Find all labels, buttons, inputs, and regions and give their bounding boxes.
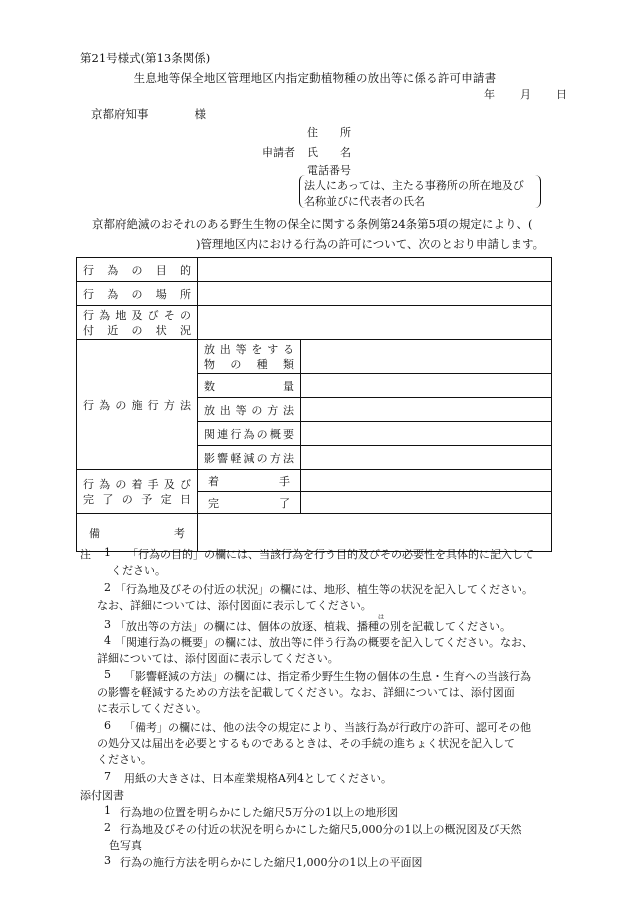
label-related: 関連行為の概要 <box>198 422 301 446</box>
row-method-species <box>77 340 552 374</box>
attachment1-text: 行為地の位置を明らかにした縮尺5万分の1以上の地形図 <box>120 806 398 819</box>
note1-line1: 「行為の目的」の欄には、当該行為を行う目的及びその必要性を具体的に記入して <box>127 548 534 561</box>
application-table <box>76 257 552 552</box>
note1-line2: ください。 <box>111 564 166 577</box>
intro-line1: 京都府絶滅のおそれのある野生生物の保全に関する条例第24条第5項の規定により、( <box>92 217 533 231</box>
note6-line1: 「備考」の欄には、他の法令の規定により、当該行為が行政庁の許可、認可その他 <box>124 721 531 734</box>
note5-line1: 「影響軽減の方法」の欄には、指定希少野生生物の個体の生息・生育への当該行為 <box>124 670 531 683</box>
attachment2-line1: 行為地及びその付近の状況を明らかにした縮尺5,000分の1以上の概況図及び天然 <box>120 823 522 836</box>
addressee-honorific: 様 <box>194 107 206 121</box>
date-year: 年 <box>484 88 495 101</box>
note2-line2: なお、詳細については、添付図面に表示してください。 <box>97 599 372 612</box>
field-quantity[interactable] <box>301 374 552 398</box>
field-start[interactable] <box>301 470 552 492</box>
note3-number: 3 <box>104 618 111 631</box>
note4-line2: 詳細については、添付図面に表示してください。 <box>97 652 339 665</box>
corporation-note-line1: 法人にあっては、主たる事務所の所在地及び <box>304 179 524 192</box>
label-finish: 完了 <box>198 492 301 514</box>
label-purpose: 行為の目的 <box>77 258 198 282</box>
note5-number: 5 <box>104 668 111 681</box>
note1-number: 1 <box>104 546 111 559</box>
field-species[interactable] <box>301 340 552 374</box>
field-mitigation[interactable] <box>301 446 552 470</box>
field-area[interactable] <box>198 306 552 340</box>
applicant-name-label: 氏 名 <box>307 146 351 159</box>
row-area <box>77 306 552 340</box>
form-number: 第21号様式(第13条関係) <box>80 51 211 65</box>
row-place <box>77 282 552 306</box>
label-release-method: 放出等の方法 <box>198 398 301 422</box>
field-finish[interactable] <box>301 492 552 514</box>
corporation-note-line2: 名称並びに代表者の氏名 <box>304 195 425 208</box>
note4-line1: 「関連行為の概要」の欄には、放出等に伴う行為の概要を記入してください。なお、 <box>115 636 533 649</box>
label-schedule-line1: 行為の着手及び <box>83 477 191 491</box>
label-method: 行為の施行方法 <box>77 340 198 470</box>
note6-number: 6 <box>104 719 111 732</box>
addressee-name: 京都府知事 <box>91 107 149 121</box>
attachment2-line2: 色写真 <box>109 839 142 852</box>
label-start: 着手 <box>198 470 301 492</box>
attachment3-text: 行為の施行方法を明らかにした縮尺1,000分の1以上の平面図 <box>120 856 423 869</box>
note6-line3: ください。 <box>97 753 152 766</box>
date-month: 月 <box>520 88 531 101</box>
label-schedule <box>77 470 198 514</box>
field-release-method[interactable] <box>301 398 552 422</box>
attachments-heading: 添付図書 <box>80 789 124 802</box>
note6-line2: の処分又は届出を必要とするものであるときは、その手続の進ちょく状況を記入して <box>97 737 515 750</box>
intro-line2: )管理地区内における行為の許可について、次のとおり申請します。 <box>196 237 545 251</box>
field-place[interactable] <box>198 282 552 306</box>
applicant-address-label: 住 所 <box>307 126 351 139</box>
label-area-line1: 行為地及びその <box>83 308 191 322</box>
label-area-line2: 付近の状況 <box>83 323 191 337</box>
label-area <box>77 306 198 340</box>
applicant-label: 申請者 <box>262 146 295 159</box>
attachment2-number: 2 <box>104 821 111 834</box>
note5-line3: に表示してください。 <box>97 702 207 715</box>
label-schedule-line2: 完了の予定日 <box>83 492 191 506</box>
field-purpose[interactable] <box>198 258 552 282</box>
attachment1-number: 1 <box>104 804 111 817</box>
label-remarks: 備考 <box>77 514 198 552</box>
label-species-line1: 放出等をする <box>204 342 294 356</box>
date-line <box>484 86 567 102</box>
note5-line2: の影響を軽減するための方法を記載してください。なお、詳細については、添付図面 <box>97 686 515 699</box>
addressee <box>91 106 206 122</box>
label-quantity: 数量 <box>198 374 301 398</box>
note2-number: 2 <box>104 581 111 594</box>
row-schedule-start <box>77 470 552 492</box>
label-mitigation: 影響軽減の方法 <box>198 446 301 470</box>
date-day: 日 <box>556 88 567 101</box>
row-purpose <box>77 258 552 282</box>
label-species <box>198 340 301 374</box>
field-related[interactable] <box>301 422 552 446</box>
note2-line1: 「行為地及びその付近の状況」の欄には、地形、植生等の状況を記入してください。 <box>115 583 533 596</box>
note3-ruby: は <box>378 614 385 621</box>
label-place: 行為の場所 <box>77 282 198 306</box>
label-species-line2: 物の種類 <box>204 357 294 371</box>
applicant-phone-label: 電話番号 <box>307 164 351 177</box>
notes-heading: 注 <box>80 548 91 561</box>
note7-number: 7 <box>104 770 111 783</box>
attachment3-number: 3 <box>104 854 111 867</box>
note3-line1: 「放出等の方法」の欄には、個体の放逐、植栽、播種の別を記載してください。 <box>115 620 511 633</box>
document-title: 生息地等保全地区管理地区内指定動植物種の放出等に係る許可申請書 <box>133 71 497 85</box>
note7-line1: 用紙の大きさは、日本産業規格A列4としてください。 <box>124 772 392 785</box>
note4-number: 4 <box>104 634 111 647</box>
